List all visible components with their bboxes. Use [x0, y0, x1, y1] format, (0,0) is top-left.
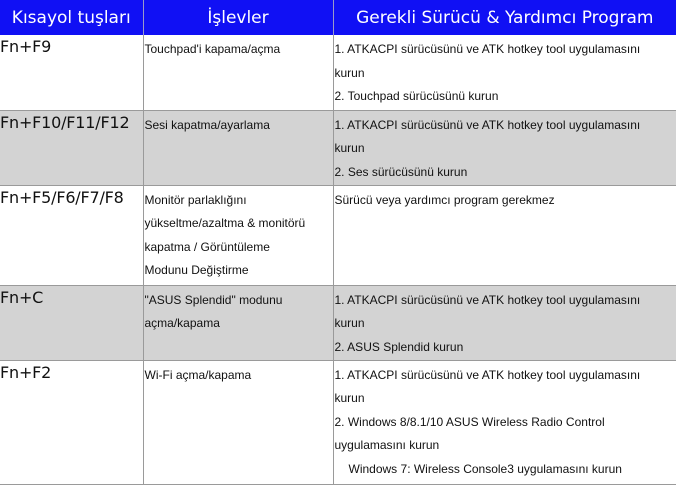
requirement-cell: [333, 285, 676, 360]
function-text: açma/kapama: [145, 312, 333, 336]
function-text: "ASUS Splendid" modunu: [145, 289, 333, 313]
requirement-cell: [333, 360, 676, 484]
requirement-text: kurun: [335, 387, 676, 411]
requirement-text: 1. ATKACPI sürücüsünü ve ATK hotkey tool uygulamasını: [335, 364, 676, 388]
requirement-text: Windows 7: Wireless Console3 uygulamasını kurun: [335, 458, 676, 482]
table-row: [0, 110, 676, 185]
shortcut-key-cell: Fn+C: [0, 285, 143, 360]
requirement-text: uygulamasını kurun: [335, 434, 676, 458]
function-text: Touchpad'i kapama/açma: [145, 38, 333, 62]
function-text: Monitör parlaklığını: [145, 189, 333, 213]
requirement-text: 1. ATKACPI sürücüsünü ve ATK hotkey tool uygulamasını: [335, 289, 676, 313]
requirement-text: kurun: [335, 312, 676, 336]
requirement-cell: [333, 35, 676, 110]
requirement-text: Sürücü veya yardımcı program gerekmez: [335, 189, 676, 213]
shortcut-key-cell: Fn+F5/F6/F7/F8: [0, 185, 143, 285]
requirement-text: kurun: [335, 137, 676, 161]
requirement-cell: [333, 110, 676, 185]
shortcut-key-cell: Fn+F9: [0, 35, 143, 110]
header-required-driver: Gerekli Sürücü & Yardımcı Program: [333, 0, 676, 35]
function-cell: [143, 360, 333, 484]
function-cell: [143, 285, 333, 360]
requirement-text: 2. ASUS Splendid kurun: [335, 336, 676, 360]
header-functions: İşlevler: [143, 0, 333, 35]
table-header: [0, 0, 676, 35]
table-row: [0, 285, 676, 360]
table-row: [0, 185, 676, 285]
shortcut-key-cell: Fn+F2: [0, 360, 143, 484]
requirement-text: 2. Ses sürücüsünü kurun: [335, 161, 676, 185]
function-text: Sesi kapatma/ayarlama: [145, 114, 333, 138]
requirement-cell: [333, 185, 676, 285]
header-shortcut-keys: Kısayol tuşları: [0, 0, 143, 35]
requirement-text: 1. ATKACPI sürücüsünü ve ATK hotkey tool uygulamasını: [335, 114, 676, 138]
requirement-text: 2. Windows 8/8.1/10 ASUS Wireless Radio Control: [335, 411, 676, 435]
function-cell: [143, 185, 333, 285]
function-text: yükseltme/azaltma & monitörü: [145, 212, 333, 236]
table-row: [0, 35, 676, 110]
shortcut-key-cell: Fn+F10/F11/F12: [0, 110, 143, 185]
function-text: Wi-Fi açma/kapama: [145, 364, 333, 388]
requirement-text: 1. ATKACPI sürücüsünü ve ATK hotkey tool uygulamasını: [335, 38, 676, 62]
table-row: [0, 360, 676, 484]
function-cell: [143, 35, 333, 110]
function-text: Modunu Değiştirme: [145, 259, 333, 283]
function-cell: [143, 110, 333, 185]
requirement-text: kurun: [335, 62, 676, 86]
function-text: kapatma / Görüntüleme: [145, 236, 333, 260]
requirement-text: 2. Touchpad sürücüsünü kurun: [335, 85, 676, 109]
